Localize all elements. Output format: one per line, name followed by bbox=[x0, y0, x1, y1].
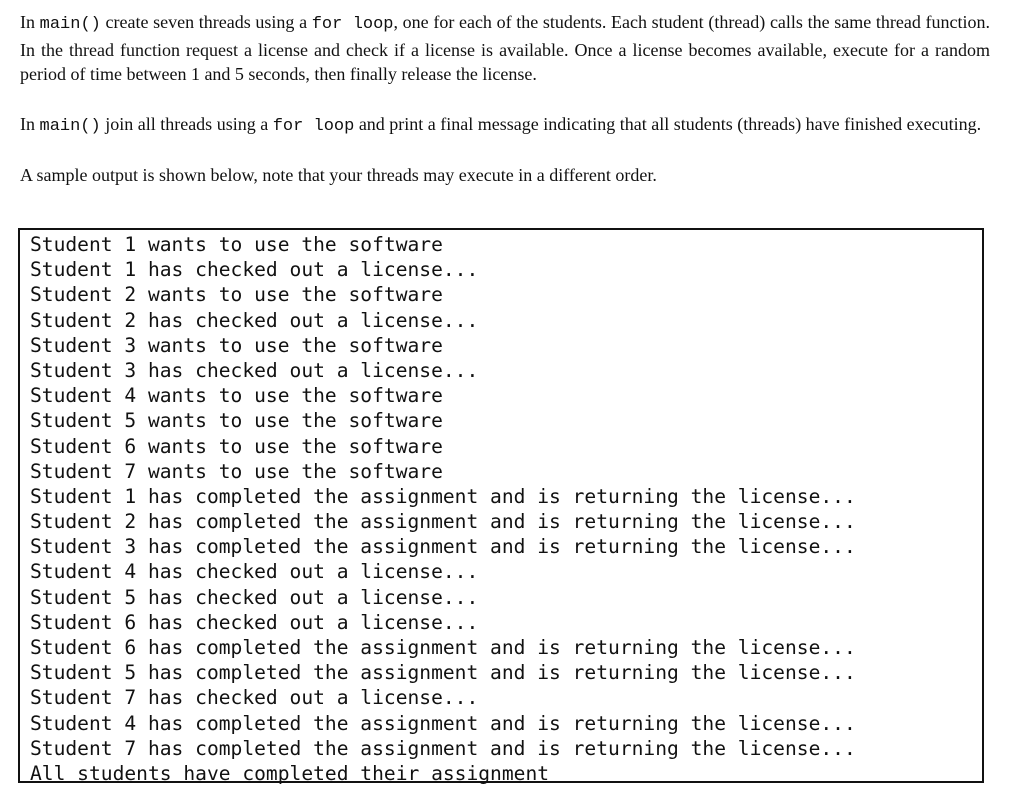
output-line: All students have completed their assignment bbox=[30, 761, 550, 785]
sample-output-box bbox=[18, 228, 984, 783]
output-line: Student 3 has checked out a license... bbox=[30, 358, 479, 382]
output-line: Student 1 has checked out a license... bbox=[30, 258, 479, 282]
output-line: Student 6 has checked out a license... bbox=[30, 610, 479, 634]
output-line: Student 4 has completed the assignment and is returning the license... bbox=[30, 711, 856, 735]
output-line: Student 1 wants to use the software bbox=[30, 233, 443, 256]
output-line: Student 3 has completed the assignment and is returning the license... bbox=[30, 535, 856, 559]
paragraph-sample-output-intro: A sample output is shown below, note that your threads may execute in a different order. bbox=[20, 165, 657, 185]
text-segment: create seven threads using a bbox=[100, 12, 312, 32]
output-line: Student 3 wants to use the software bbox=[30, 333, 443, 357]
output-line: Student 4 has checked out a license... bbox=[30, 560, 479, 584]
output-line: Student 4 wants to use the software bbox=[30, 384, 443, 408]
document-page bbox=[20, 10, 990, 188]
output-line: Student 2 has completed the assignment and is returning the license... bbox=[30, 510, 856, 534]
inline-code-main: main() bbox=[39, 116, 101, 136]
text-segment: and print a final message indicating that all students (threads) have finished executing. bbox=[354, 113, 982, 134]
output-line: Student 7 has checked out a license... bbox=[30, 686, 479, 710]
paragraph-create-threads bbox=[20, 10, 990, 87]
text-segment: In bbox=[20, 12, 40, 32]
text-segment: join all threads using a bbox=[100, 113, 273, 134]
output-line: Student 2 has checked out a license... bbox=[30, 308, 479, 332]
output-line: Student 2 wants to use the software bbox=[30, 283, 443, 307]
output-line: Student 1 has completed the assignment and is returning the license... bbox=[30, 484, 856, 508]
output-line: Student 5 has completed the assignment and is returning the license... bbox=[30, 661, 856, 685]
output-line: Student 7 wants to use the software bbox=[30, 459, 443, 483]
output-line: Student 6 has completed the assignment and is returning the license... bbox=[30, 636, 856, 659]
paragraph-join-threads bbox=[20, 112, 990, 140]
output-line: Student 7 has completed the assignment and is returning the license... bbox=[30, 736, 856, 760]
text-segment: , one for each of the students. Each student (thread) calls the same thread function. In the thread function request a license and check if a license is available. Once a license becomes available, execute for a random period of time between 1 and 5 seconds, then finally release the license. bbox=[20, 12, 990, 84]
text-segment: In bbox=[20, 113, 40, 134]
output-line: Student 6 wants to use the software bbox=[30, 434, 443, 458]
inline-code-for-loop: for loop bbox=[272, 116, 355, 136]
inline-code-for-loop: for loop bbox=[311, 15, 394, 34]
output-line: Student 5 has checked out a license... bbox=[30, 585, 479, 609]
inline-code-main: main() bbox=[39, 15, 101, 34]
output-line: Student 5 wants to use the software bbox=[30, 409, 443, 433]
